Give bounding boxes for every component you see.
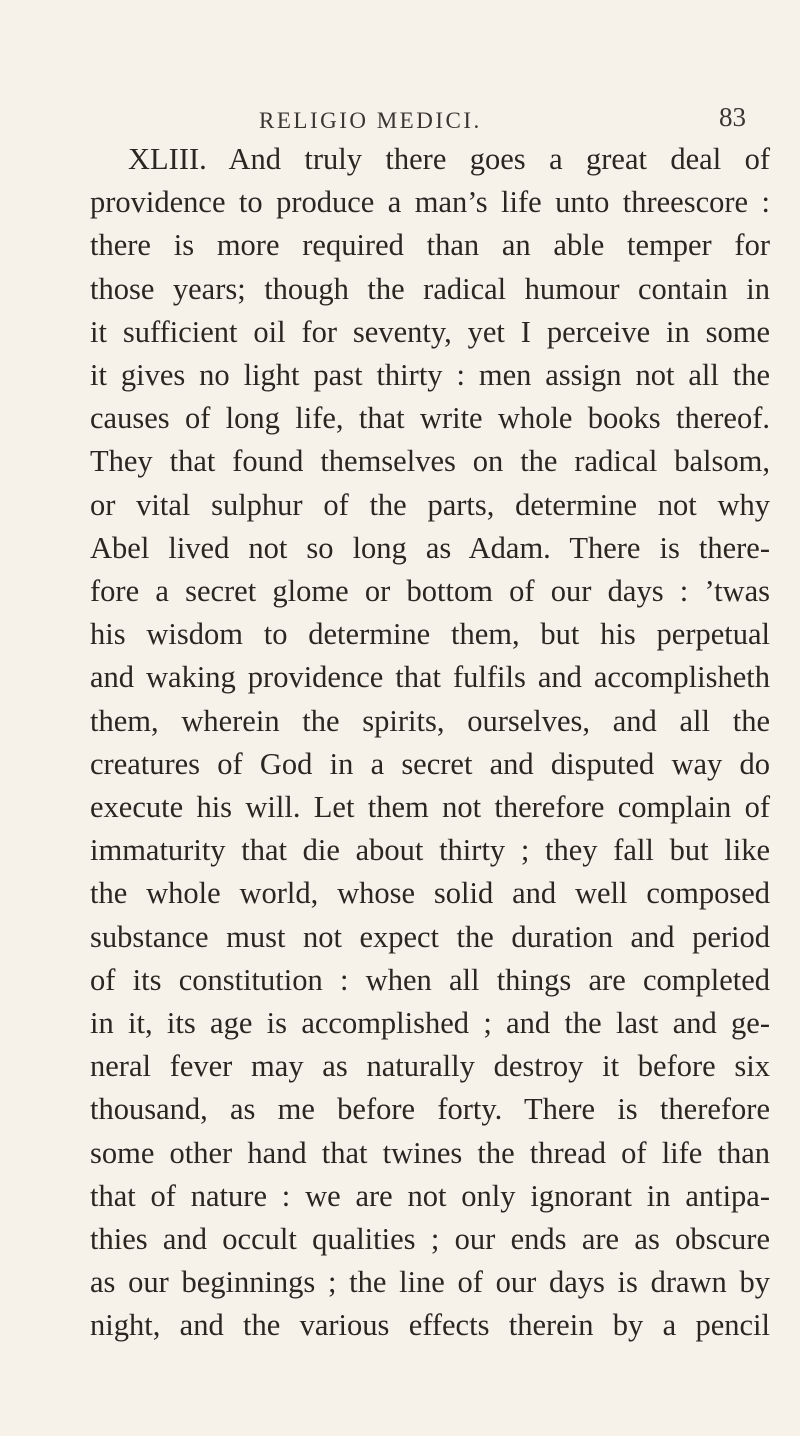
text-line: as our beginnings ; the line of our days is drawn by	[90, 1265, 770, 1300]
text-line: providence to produce a man’s life unto threescore :	[90, 185, 770, 220]
text-line: in it, its age is accomplished ; and the last and ge-	[90, 1006, 770, 1040]
text-line: They that found themselves on the radical balsom,	[90, 444, 770, 479]
page-number: 83	[719, 102, 746, 132]
text-line: thousand, as me before forty. There is therefore	[90, 1092, 770, 1127]
text-line: immaturity that die about thirty ; they fall but like	[90, 833, 770, 868]
text-line: neral fever may as naturally destroy it before six	[90, 1049, 770, 1084]
running-head-title: RELIGIO MEDICI.	[259, 108, 482, 133]
text-line: them, wherein the spirits, ourselves, and all the	[90, 703, 770, 738]
text-line: and waking providence that fulfils and accomplisheth	[90, 660, 770, 695]
text-line: it gives no light past thirty : men assign not all the	[90, 358, 770, 392]
text-line: his wisdom to determine them, but his perpetual	[90, 617, 770, 652]
text-line: Abel lived not so long as Adam. There is there-	[90, 530, 770, 565]
text-line: night, and the various effects therein by a pencil	[90, 1308, 770, 1343]
text-line: some other hand that twines the thread of life than	[90, 1135, 770, 1170]
text-line: the whole world, whose solid and well composed	[90, 876, 770, 911]
text-line: causes of long life, that write whole books thereof.	[90, 401, 770, 436]
text-line: or vital sulphur of the parts, determine not why	[90, 487, 770, 522]
text-line: it sufficient oil for seventy, yet I perceive in some	[90, 314, 770, 349]
text-line: execute his will. Let them not therefore complain of	[90, 790, 770, 824]
text-line: those years; though the radical humour contain in	[90, 271, 770, 306]
text-line: XLIII. And truly there goes a great deal of	[128, 142, 770, 176]
text-line: substance must not expect the duration and period	[90, 919, 770, 954]
text-line: thies and occult qualities ; our ends are as obscure	[90, 1222, 770, 1256]
text-line: fore a secret glome or bottom of our days : ’twas	[90, 574, 770, 608]
text-line: of its constitution : when all things are completed	[90, 962, 770, 997]
text-line: that of nature : we are not only ignorant in antipa-	[90, 1178, 770, 1213]
text-line: there is more required than an able temper for	[90, 228, 770, 263]
text-line: creatures of God in a secret and disputed way do	[90, 746, 770, 781]
